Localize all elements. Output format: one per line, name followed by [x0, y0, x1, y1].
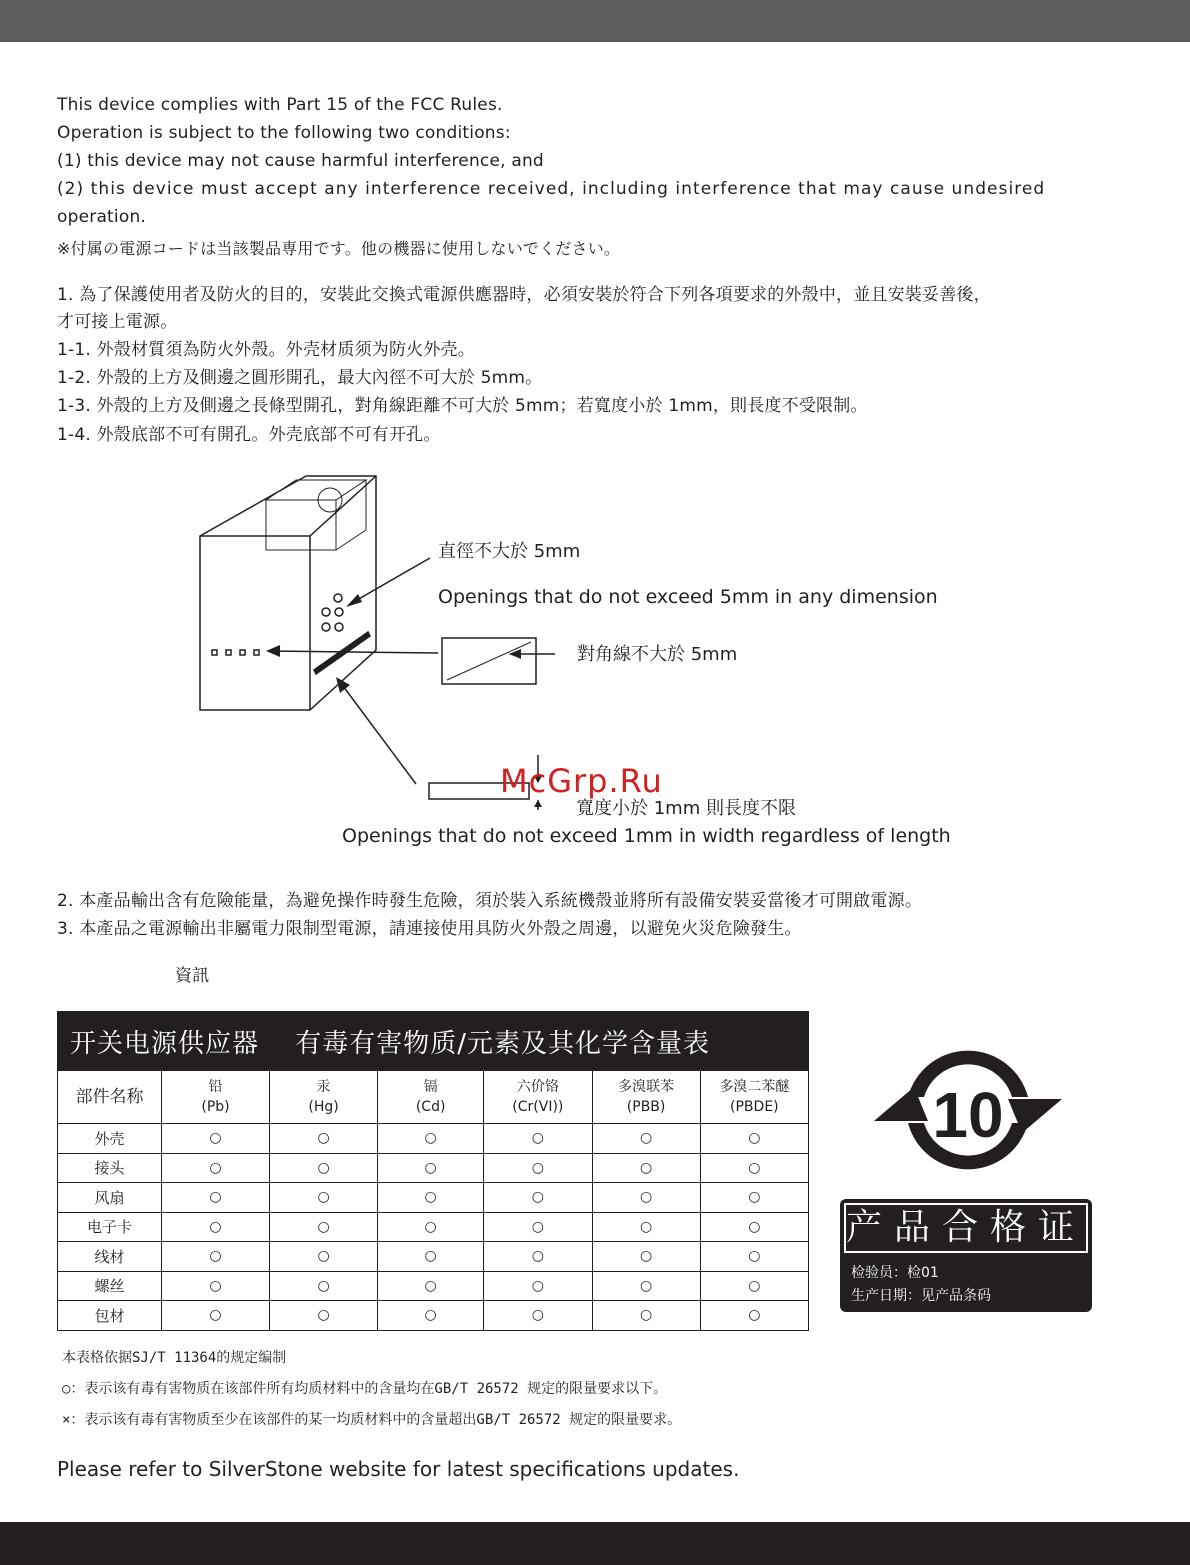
cert-date: 生产日期：见产品条码 [851, 1288, 991, 1304]
rule-2: 2. 本產品輸出含有危險能量，為避免操作時發生危險，須於裝入系統機殼並將所有設備安裝妥當後才可開啟電源。 [57, 891, 923, 911]
fcc-line-3: (1) this device may not cause harmful interference, and [57, 151, 544, 171]
col-part-name: 部件名称 [58, 1071, 162, 1124]
table-row: 外壳 ○ ○ ○ ○ ○ ○ [58, 1124, 809, 1154]
table-title: 开关电源供应器 有毒有害物质/元素及其化学含量表 [58, 1012, 809, 1071]
table-row: 线材 ○ ○ ○ ○ ○ ○ [58, 1242, 809, 1272]
rule-1-cont: 才可接上電源。 [57, 312, 178, 332]
fcc-line-2: Operation is subject to the following two conditions: [57, 123, 511, 143]
fcc-line-4: (2) this device must accept any interference received, including interference that may cause undesired [57, 179, 1046, 199]
product-certificate [840, 1199, 1092, 1312]
diameter-label-cn: 直徑不大於 5mm [438, 541, 581, 562]
fcc-line-5: operation. [57, 207, 147, 227]
fcc-line-1: This device complies with Part 15 of the FCC Rules. [57, 95, 503, 115]
efup-10-year-icon [868, 1025, 1068, 1195]
width-label-cn: 寬度小於 1mm 則長度不限 [576, 798, 796, 819]
col-cr6: 六价铬 (Cr(VI)) [484, 1071, 592, 1124]
footer-note: Please refer to SilverStone website for latest specifications updates. [57, 1457, 740, 1481]
rule-1: 1. 為了保護使用者及防火的目的，安裝此交換式電源供應器時，必須安裝於符合下列各項要求的外殼中，並且安裝妥善後， [57, 285, 991, 305]
diameter-label-en: Openings that do not exceed 5mm in any dimension [438, 586, 938, 608]
rule-1-2: 1-2. 外殼的上方及側邊之圓形開孔，最大內徑不可大於 5mm。 [57, 368, 543, 388]
watermark: McGrp.Ru [500, 762, 663, 800]
hazardous-substance-table [57, 1011, 809, 1331]
diagonal-label-cn: 對角線不大於 5mm [577, 644, 738, 665]
efup-years: 10 [932, 1079, 1004, 1151]
table-row: 风扇 ○ ○ ○ ○ ○ ○ [58, 1183, 809, 1213]
col-pbb: 多溴联苯 (PBB) [592, 1071, 700, 1124]
col-cd: 镉 (Cd) [378, 1071, 484, 1124]
width-label-en: Openings that do not exceed 1mm in width regardless of length [342, 825, 951, 847]
table-row: 电子卡 ○ ○ ○ ○ ○ ○ [58, 1212, 809, 1242]
note-1: 本表格依据SJ/T 11364的规定编制 [62, 1350, 287, 1366]
col-pbde: 多溴二苯醚 (PBDE) [700, 1071, 808, 1124]
table-row: 螺丝 ○ ○ ○ ○ ○ ○ [58, 1271, 809, 1301]
info-label: 資訊 [175, 966, 210, 986]
rule-1-1: 1-1. 外殼材質須為防火外殼。外壳材质须为防火外壳。 [57, 340, 475, 360]
note-2: ○：表示该有毒有害物质在该部件所有均质材料中的含量均在GB/T 26572 规定的限量要求以下。 [62, 1381, 668, 1397]
cert-title: 产品合格证 [844, 1203, 1088, 1253]
table-row: 包材 ○ ○ ○ ○ ○ ○ [58, 1301, 809, 1331]
rule-1-3: 1-3. 外殼的上方及側邊之長條型開孔，對角線距離不可大於 5mm；若寬度小於 1mm，則長度不受限制。 [57, 396, 868, 416]
col-hg: 汞 (Hg) [270, 1071, 378, 1124]
rule-3: 3. 本產品之電源輸出非屬電力限制型電源，請連接使用具防火外殼之周邊，以避免火災危險發生。 [57, 919, 802, 939]
rule-1-4: 1-4. 外殼底部不可有開孔。外壳底部不可有开孔。 [57, 425, 441, 445]
japanese-notice: ※付属の電源コードは当該製品専用です。他の機器に使用しないでください。 [57, 239, 621, 258]
col-pb: 铅 (Pb) [161, 1071, 269, 1124]
top-bar [0, 0, 1190, 42]
cert-inspector: 检验员：检01 [851, 1265, 939, 1281]
table-row: 接头 ○ ○ ○ ○ ○ ○ [58, 1153, 809, 1183]
bottom-bar [0, 1522, 1190, 1565]
note-3: ×：表示该有毒有害物质至少在该部件的某一均质材料中的含量超出GB/T 26572 规定的限量要求。 [62, 1412, 682, 1428]
